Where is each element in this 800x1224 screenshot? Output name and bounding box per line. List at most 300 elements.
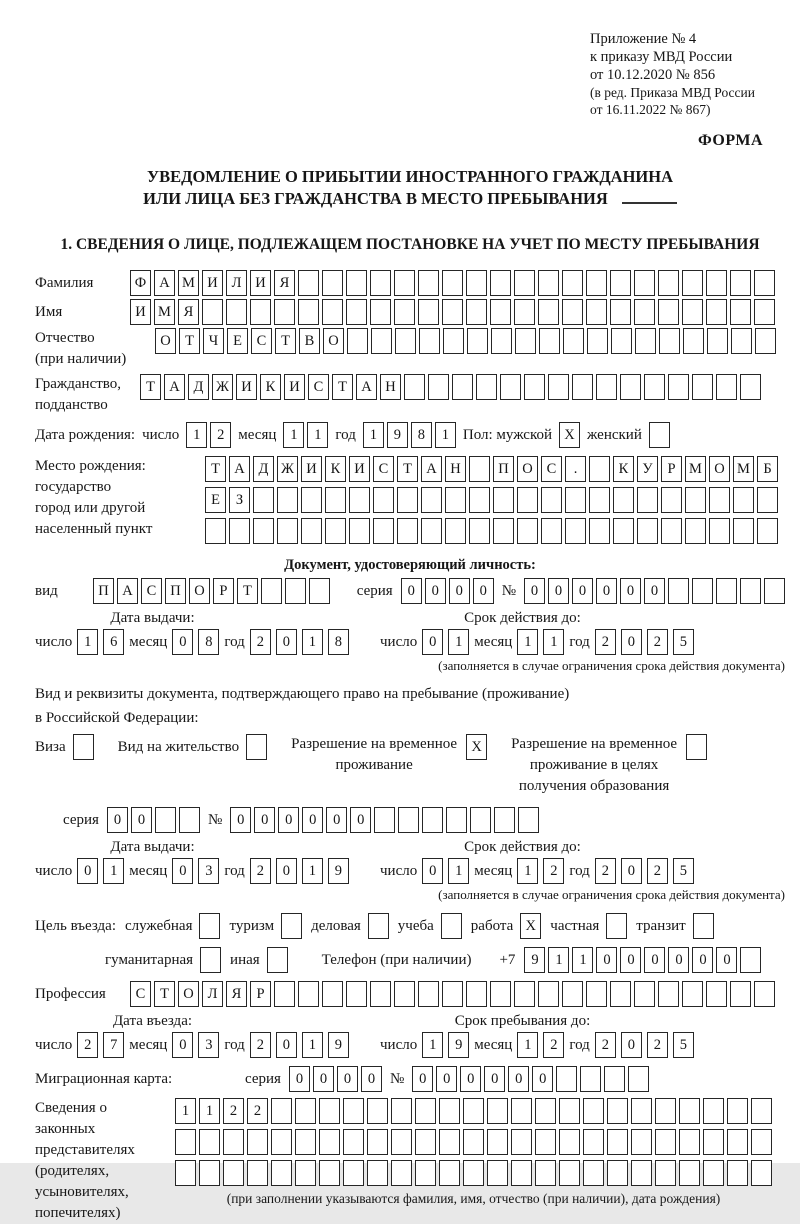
char-cell[interactable]: 2	[77, 1032, 98, 1058]
char-cell[interactable]	[539, 328, 560, 354]
char-cell[interactable]: 1	[103, 858, 124, 884]
char-cell[interactable]: 0	[230, 807, 251, 833]
char-cell[interactable]: С	[130, 981, 151, 1007]
char-cell[interactable]: 1	[517, 858, 538, 884]
char-cell[interactable]	[707, 328, 728, 354]
char-cell[interactable]: И	[349, 456, 370, 482]
char-cell[interactable]	[586, 299, 607, 325]
char-cell[interactable]	[733, 518, 754, 544]
char-cell[interactable]	[295, 1129, 316, 1155]
char-cell[interactable]	[298, 299, 319, 325]
char-cell[interactable]: 9	[328, 1032, 349, 1058]
char-cell[interactable]	[764, 578, 785, 604]
char-cell[interactable]	[706, 981, 727, 1007]
char-cell[interactable]: Т	[332, 374, 353, 400]
char-cell[interactable]: 0	[276, 629, 297, 655]
char-cell[interactable]: 1	[175, 1098, 196, 1124]
char-cell[interactable]: М	[685, 456, 706, 482]
char-cell[interactable]: 0	[716, 947, 737, 973]
char-cell[interactable]	[346, 270, 367, 296]
char-cell[interactable]: И	[236, 374, 257, 400]
char-cell[interactable]	[706, 270, 727, 296]
char-cell[interactable]	[613, 487, 634, 513]
char-cell[interactable]	[754, 270, 775, 296]
char-cell[interactable]	[541, 487, 562, 513]
char-cell[interactable]: 0	[412, 1066, 433, 1092]
char-cell[interactable]	[686, 734, 707, 760]
char-cell[interactable]: М	[733, 456, 754, 482]
char-cell[interactable]: Ч	[203, 328, 224, 354]
char-cell[interactable]: А	[154, 270, 175, 296]
char-cell[interactable]	[419, 328, 440, 354]
char-cell[interactable]	[415, 1098, 436, 1124]
char-cell[interactable]	[223, 1129, 244, 1155]
char-cell[interactable]: 2	[647, 1032, 668, 1058]
char-cell[interactable]: 1	[548, 947, 569, 973]
char-cell[interactable]: 0	[425, 578, 446, 604]
char-cell[interactable]	[661, 487, 682, 513]
char-cell[interactable]	[298, 981, 319, 1007]
char-cell[interactable]	[452, 374, 473, 400]
char-cell[interactable]: А	[117, 578, 138, 604]
char-cell[interactable]: 1	[307, 422, 328, 448]
char-cell[interactable]: 0	[621, 1032, 642, 1058]
char-cell[interactable]	[631, 1160, 652, 1186]
char-cell[interactable]	[583, 1098, 604, 1124]
char-cell[interactable]	[247, 1129, 268, 1155]
char-cell[interactable]	[631, 1098, 652, 1124]
char-cell[interactable]: 2	[595, 1032, 616, 1058]
char-cell[interactable]	[634, 270, 655, 296]
char-cell[interactable]	[445, 487, 466, 513]
char-cell[interactable]	[620, 374, 641, 400]
char-cell[interactable]	[394, 270, 415, 296]
char-cell[interactable]: 2	[543, 858, 564, 884]
char-cell[interactable]	[391, 1129, 412, 1155]
char-cell[interactable]: Я	[226, 981, 247, 1007]
char-cell[interactable]	[368, 913, 389, 939]
char-cell[interactable]: 0	[337, 1066, 358, 1092]
char-cell[interactable]: О	[517, 456, 538, 482]
char-cell[interactable]: С	[141, 578, 162, 604]
char-cell[interactable]: 8	[328, 629, 349, 655]
char-cell[interactable]: 2	[250, 1032, 271, 1058]
char-cell[interactable]	[397, 518, 418, 544]
char-cell[interactable]	[637, 518, 658, 544]
char-cell[interactable]	[589, 518, 610, 544]
char-cell[interactable]: 0	[361, 1066, 382, 1092]
char-cell[interactable]: Я	[274, 270, 295, 296]
char-cell[interactable]	[493, 518, 514, 544]
char-cell[interactable]: 0	[668, 947, 689, 973]
char-cell[interactable]: Т	[397, 456, 418, 482]
char-cell[interactable]	[668, 578, 689, 604]
char-cell[interactable]: 1	[448, 858, 469, 884]
char-cell[interactable]	[445, 518, 466, 544]
char-cell[interactable]: К	[260, 374, 281, 400]
char-cell[interactable]	[247, 1160, 268, 1186]
char-cell[interactable]	[757, 518, 778, 544]
char-cell[interactable]	[428, 374, 449, 400]
char-cell[interactable]: 0	[107, 807, 128, 833]
char-cell[interactable]	[343, 1129, 364, 1155]
char-cell[interactable]	[322, 299, 343, 325]
char-cell[interactable]: О	[709, 456, 730, 482]
char-cell[interactable]: Д	[253, 456, 274, 482]
char-cell[interactable]: Ф	[130, 270, 151, 296]
char-cell[interactable]	[682, 981, 703, 1007]
char-cell[interactable]: Н	[380, 374, 401, 400]
char-cell[interactable]	[611, 328, 632, 354]
char-cell[interactable]	[559, 1129, 580, 1155]
char-cell[interactable]: М	[154, 299, 175, 325]
char-cell[interactable]	[367, 1129, 388, 1155]
char-cell[interactable]: И	[301, 456, 322, 482]
char-cell[interactable]	[491, 328, 512, 354]
char-cell[interactable]: 1	[448, 629, 469, 655]
char-cell[interactable]: 0	[449, 578, 470, 604]
char-cell[interactable]	[658, 981, 679, 1007]
char-cell[interactable]: Е	[205, 487, 226, 513]
char-cell[interactable]: 0	[644, 578, 665, 604]
char-cell[interactable]: П	[493, 456, 514, 482]
char-cell[interactable]: 0	[172, 629, 193, 655]
char-cell[interactable]: 1	[517, 1032, 538, 1058]
char-cell[interactable]	[487, 1160, 508, 1186]
char-cell[interactable]: 1	[199, 1098, 220, 1124]
char-cell[interactable]	[346, 299, 367, 325]
char-cell[interactable]	[682, 299, 703, 325]
char-cell[interactable]: 0	[326, 807, 347, 833]
char-cell[interactable]	[692, 374, 713, 400]
char-cell[interactable]: 9	[328, 858, 349, 884]
char-cell[interactable]: 0	[620, 947, 641, 973]
char-cell[interactable]	[730, 981, 751, 1007]
char-cell[interactable]: 1	[572, 947, 593, 973]
char-cell[interactable]: У	[637, 456, 658, 482]
char-cell[interactable]	[487, 1129, 508, 1155]
char-cell[interactable]	[610, 299, 631, 325]
char-cell[interactable]: 0	[289, 1066, 310, 1092]
char-cell[interactable]: 0	[254, 807, 275, 833]
char-cell[interactable]	[397, 487, 418, 513]
char-cell[interactable]	[587, 328, 608, 354]
char-cell[interactable]: 2	[210, 422, 231, 448]
char-cell[interactable]: 1	[77, 629, 98, 655]
char-cell[interactable]	[343, 1098, 364, 1124]
char-cell[interactable]	[253, 518, 274, 544]
char-cell[interactable]	[271, 1129, 292, 1155]
char-cell[interactable]: Я	[178, 299, 199, 325]
char-cell[interactable]: С	[251, 328, 272, 354]
char-cell[interactable]	[607, 1160, 628, 1186]
char-cell[interactable]	[679, 1129, 700, 1155]
char-cell[interactable]	[466, 270, 487, 296]
char-cell[interactable]	[511, 1098, 532, 1124]
char-cell[interactable]: Е	[227, 328, 248, 354]
char-cell[interactable]	[439, 1160, 460, 1186]
char-cell[interactable]: Т	[179, 328, 200, 354]
char-cell[interactable]	[347, 328, 368, 354]
char-cell[interactable]	[757, 487, 778, 513]
char-cell[interactable]: С	[541, 456, 562, 482]
char-cell[interactable]	[325, 487, 346, 513]
char-cell[interactable]	[439, 1098, 460, 1124]
char-cell[interactable]	[466, 981, 487, 1007]
char-cell[interactable]	[476, 374, 497, 400]
char-cell[interactable]	[349, 487, 370, 513]
char-cell[interactable]	[319, 1098, 340, 1124]
char-cell[interactable]	[727, 1129, 748, 1155]
char-cell[interactable]	[655, 1160, 676, 1186]
char-cell[interactable]	[226, 299, 247, 325]
char-cell[interactable]	[253, 487, 274, 513]
char-cell[interactable]: 1	[363, 422, 384, 448]
char-cell[interactable]	[199, 1160, 220, 1186]
char-cell[interactable]: Т	[275, 328, 296, 354]
char-cell[interactable]	[199, 1129, 220, 1155]
char-cell[interactable]: 0	[692, 947, 713, 973]
char-cell[interactable]: Ж	[277, 456, 298, 482]
char-cell[interactable]	[422, 807, 443, 833]
char-cell[interactable]: 0	[350, 807, 371, 833]
char-cell[interactable]	[346, 981, 367, 1007]
char-cell[interactable]	[703, 1098, 724, 1124]
char-cell[interactable]: А	[229, 456, 250, 482]
char-cell[interactable]	[703, 1160, 724, 1186]
char-cell[interactable]: 2	[647, 858, 668, 884]
char-cell[interactable]	[309, 578, 330, 604]
char-cell[interactable]	[487, 1098, 508, 1124]
char-cell[interactable]	[610, 981, 631, 1007]
char-cell[interactable]: И	[250, 270, 271, 296]
char-cell[interactable]	[583, 1160, 604, 1186]
char-cell[interactable]	[613, 518, 634, 544]
char-cell[interactable]	[467, 328, 488, 354]
char-cell[interactable]	[535, 1129, 556, 1155]
char-cell[interactable]: 0	[422, 858, 443, 884]
char-cell[interactable]: 0	[436, 1066, 457, 1092]
char-cell[interactable]	[463, 1098, 484, 1124]
char-cell[interactable]	[565, 487, 586, 513]
char-cell[interactable]	[709, 518, 730, 544]
char-cell[interactable]	[415, 1129, 436, 1155]
char-cell[interactable]	[446, 807, 467, 833]
char-cell[interactable]	[155, 807, 176, 833]
char-cell[interactable]: 2	[595, 858, 616, 884]
char-cell[interactable]	[514, 299, 535, 325]
char-cell[interactable]: 0	[508, 1066, 529, 1092]
char-cell[interactable]	[370, 299, 391, 325]
char-cell[interactable]	[556, 1066, 577, 1092]
char-cell[interactable]: Н	[445, 456, 466, 482]
char-cell[interactable]	[179, 807, 200, 833]
char-cell[interactable]	[659, 328, 680, 354]
char-cell[interactable]	[535, 1098, 556, 1124]
char-cell[interactable]	[295, 1098, 316, 1124]
char-cell[interactable]: 8	[198, 629, 219, 655]
char-cell[interactable]	[205, 518, 226, 544]
char-cell[interactable]	[421, 487, 442, 513]
char-cell[interactable]	[692, 578, 713, 604]
char-cell[interactable]	[755, 328, 776, 354]
char-cell[interactable]: В	[299, 328, 320, 354]
char-cell[interactable]	[637, 487, 658, 513]
char-cell[interactable]: 1	[517, 629, 538, 655]
char-cell[interactable]	[628, 1066, 649, 1092]
char-cell[interactable]	[443, 328, 464, 354]
char-cell[interactable]	[418, 981, 439, 1007]
char-cell[interactable]: 1	[302, 1032, 323, 1058]
char-cell[interactable]	[319, 1129, 340, 1155]
char-cell[interactable]: Р	[661, 456, 682, 482]
char-cell[interactable]: С	[373, 456, 394, 482]
char-cell[interactable]	[596, 374, 617, 400]
char-cell[interactable]	[751, 1098, 772, 1124]
char-cell[interactable]	[644, 374, 665, 400]
char-cell[interactable]: 0	[532, 1066, 553, 1092]
char-cell[interactable]: 1	[302, 858, 323, 884]
char-cell[interactable]	[367, 1160, 388, 1186]
char-cell[interactable]	[404, 374, 425, 400]
char-cell[interactable]	[538, 299, 559, 325]
char-cell[interactable]	[442, 270, 463, 296]
char-cell[interactable]	[706, 299, 727, 325]
char-cell[interactable]	[374, 807, 395, 833]
char-cell[interactable]	[421, 518, 442, 544]
char-cell[interactable]: О	[189, 578, 210, 604]
char-cell[interactable]: 1	[422, 1032, 443, 1058]
char-cell[interactable]: 0	[77, 858, 98, 884]
char-cell[interactable]	[685, 518, 706, 544]
char-cell[interactable]	[649, 422, 670, 448]
char-cell[interactable]	[658, 270, 679, 296]
char-cell[interactable]	[709, 487, 730, 513]
char-cell[interactable]	[298, 270, 319, 296]
char-cell[interactable]	[500, 374, 521, 400]
char-cell[interactable]: 0	[644, 947, 665, 973]
char-cell[interactable]: 0	[473, 578, 494, 604]
char-cell[interactable]	[367, 1098, 388, 1124]
char-cell[interactable]	[395, 328, 416, 354]
char-cell[interactable]: 0	[621, 629, 642, 655]
char-cell[interactable]	[586, 270, 607, 296]
char-cell[interactable]	[274, 299, 295, 325]
char-cell[interactable]	[515, 328, 536, 354]
char-cell[interactable]: И	[284, 374, 305, 400]
char-cell[interactable]	[469, 456, 490, 482]
char-cell[interactable]: 9	[387, 422, 408, 448]
char-cell[interactable]	[343, 1160, 364, 1186]
char-cell[interactable]	[271, 1160, 292, 1186]
char-cell[interactable]: А	[164, 374, 185, 400]
char-cell[interactable]	[301, 487, 322, 513]
char-cell[interactable]	[463, 1129, 484, 1155]
char-cell[interactable]	[370, 270, 391, 296]
char-cell[interactable]	[682, 270, 703, 296]
char-cell[interactable]	[469, 487, 490, 513]
char-cell[interactable]: 3	[198, 1032, 219, 1058]
char-cell[interactable]	[740, 947, 761, 973]
char-cell[interactable]: Т	[154, 981, 175, 1007]
char-cell[interactable]: 2	[595, 629, 616, 655]
char-cell[interactable]	[261, 578, 282, 604]
char-cell[interactable]	[727, 1098, 748, 1124]
char-cell[interactable]	[580, 1066, 601, 1092]
char-cell[interactable]: 5	[673, 858, 694, 884]
char-cell[interactable]: О	[155, 328, 176, 354]
char-cell[interactable]: Р	[213, 578, 234, 604]
char-cell[interactable]: 0	[422, 629, 443, 655]
char-cell[interactable]	[246, 734, 267, 760]
char-cell[interactable]	[562, 270, 583, 296]
char-cell[interactable]: 9	[524, 947, 545, 973]
char-cell[interactable]: 0	[484, 1066, 505, 1092]
char-cell[interactable]: 0	[302, 807, 323, 833]
char-cell[interactable]: 1	[543, 629, 564, 655]
char-cell[interactable]	[418, 270, 439, 296]
char-cell[interactable]	[511, 1160, 532, 1186]
char-cell[interactable]: А	[356, 374, 377, 400]
char-cell[interactable]	[679, 1098, 700, 1124]
char-cell[interactable]	[271, 1098, 292, 1124]
char-cell[interactable]	[731, 328, 752, 354]
char-cell[interactable]: П	[165, 578, 186, 604]
char-cell[interactable]	[751, 1129, 772, 1155]
char-cell[interactable]: 1	[283, 422, 304, 448]
char-cell[interactable]: 0	[572, 578, 593, 604]
char-cell[interactable]	[391, 1160, 412, 1186]
char-cell[interactable]	[322, 981, 343, 1007]
char-cell[interactable]	[563, 328, 584, 354]
char-cell[interactable]	[631, 1129, 652, 1155]
char-cell[interactable]	[470, 807, 491, 833]
char-cell[interactable]	[229, 518, 250, 544]
char-cell[interactable]	[490, 270, 511, 296]
char-cell[interactable]: 0	[620, 578, 641, 604]
char-cell[interactable]: 0	[313, 1066, 334, 1092]
char-cell[interactable]	[439, 1129, 460, 1155]
char-cell[interactable]: К	[325, 456, 346, 482]
char-cell[interactable]	[634, 299, 655, 325]
char-cell[interactable]	[730, 270, 751, 296]
char-cell[interactable]	[349, 518, 370, 544]
char-cell[interactable]	[655, 1129, 676, 1155]
char-cell[interactable]	[535, 1160, 556, 1186]
char-cell[interactable]	[250, 299, 271, 325]
char-cell[interactable]: Ж	[212, 374, 233, 400]
char-cell[interactable]	[607, 1098, 628, 1124]
char-cell[interactable]: 0	[596, 947, 617, 973]
char-cell[interactable]: 9	[448, 1032, 469, 1058]
char-cell[interactable]: 2	[250, 629, 271, 655]
char-cell[interactable]: 2	[223, 1098, 244, 1124]
char-cell[interactable]	[514, 270, 535, 296]
char-cell[interactable]	[685, 487, 706, 513]
char-cell[interactable]	[565, 518, 586, 544]
char-cell[interactable]	[517, 487, 538, 513]
char-cell[interactable]: 0	[172, 858, 193, 884]
char-cell[interactable]: Л	[226, 270, 247, 296]
char-cell[interactable]: 0	[131, 807, 152, 833]
char-cell[interactable]: К	[613, 456, 634, 482]
char-cell[interactable]	[730, 299, 751, 325]
char-cell[interactable]	[754, 299, 775, 325]
char-cell[interactable]	[716, 578, 737, 604]
char-cell[interactable]	[538, 981, 559, 1007]
char-cell[interactable]	[277, 518, 298, 544]
char-cell[interactable]: Л	[202, 981, 223, 1007]
